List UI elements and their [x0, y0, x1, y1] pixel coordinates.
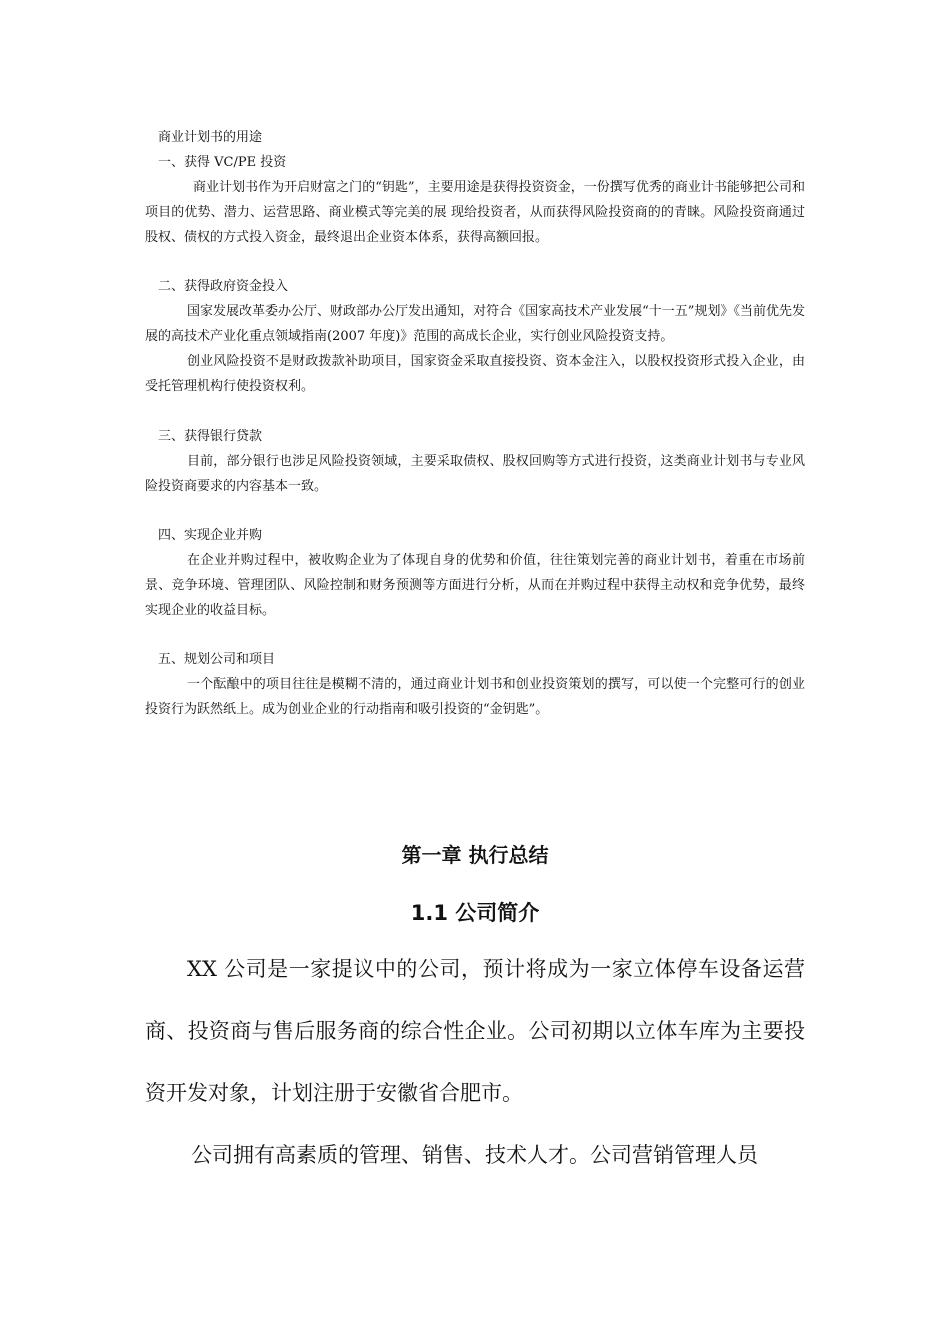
- section-heading: 三、获得银行贷款: [158, 429, 263, 444]
- section-paragraph: 目前，部分银行也涉足风险投资领域，主要采取债权、股权回购等方式进行投资，这类商业计划书与专业风险投资商要求的内容基本一致。: [145, 454, 805, 494]
- section-paragraph: 一个酝酿中的项目往往是模糊不清的，通过商业计划书和创业投资策划的撰写，可以使一个完整可行的创业投资行为跃然纸上。成为创业企业的行动指南和吸引投资的“金钥匙”。: [145, 677, 805, 717]
- section-5: [145, 647, 805, 722]
- section-1: [145, 150, 805, 250]
- section-4: [145, 523, 805, 623]
- section-title: 1.1 公司简介: [410, 901, 540, 925]
- section-paragraph: 国家发展改革委办公厅、财政部办公厅发出通知，对符合《国家高技术产业发展“十一五”规划》《当前优先发展的高技术产业化重点领域指南(2007 年度)》范围的高成长企业，实行创业风险投资支持。: [145, 304, 805, 344]
- intro-paragraph: 公司拥有高素质的管理、销售、技术人才。公司营销管理人员: [191, 1143, 758, 1167]
- section-heading: 一、获得 VC/PE 投资: [158, 155, 287, 170]
- section-paragraph: 在企业并购过程中，被收购企业为了体现自身的优势和价值，往往策划完善的商业计划书，着重在市场前景、竞争环境、管理团队、风险控制和财务预测等方面进行分析，从而在并购过程中获得主动权和竞争优势，最终实现企业的收益目标。: [145, 553, 805, 618]
- section-paragraph: 商业计划书作为开启财富之门的“钥匙”，主要用途是获得投资资金，一份撰写优秀的商业计书能够把公司和项目的优势、潜力、运营思路、商业模式等完美的展 现给投资者，从而获得风险投资商的的青睐。风险投资商通过股权、债权的方式投入资金，最终退出企业资本体系，获得高额回报。: [145, 180, 805, 245]
- intro-body: [145, 938, 805, 1186]
- top-title: 商业计划书的用途: [158, 130, 263, 145]
- section-3: [145, 424, 805, 499]
- section-2: [145, 274, 805, 399]
- section-heading: 五、规划公司和项目: [158, 652, 276, 667]
- chapter-title: 第一章 执行总结: [401, 843, 549, 867]
- intro-paragraph: XX 公司是一家提议中的公司，预计将成为一家立体停车设备运营商、投资商与售后服务商的综合性企业。公司初期以立体车库为主要投资开发对象，计划注册于安徽省合肥市。: [145, 957, 805, 1105]
- section-heading: 二、获得政府资金投入: [158, 279, 289, 294]
- section-heading: 四、实现企业并购: [158, 528, 263, 543]
- section-paragraph: 创业风险投资不是财政拨款补助项目，国家资金采取直接投资、资本金注入，以股权投资形式投入企业，由受托管理机构行使投资权利。: [145, 354, 805, 394]
